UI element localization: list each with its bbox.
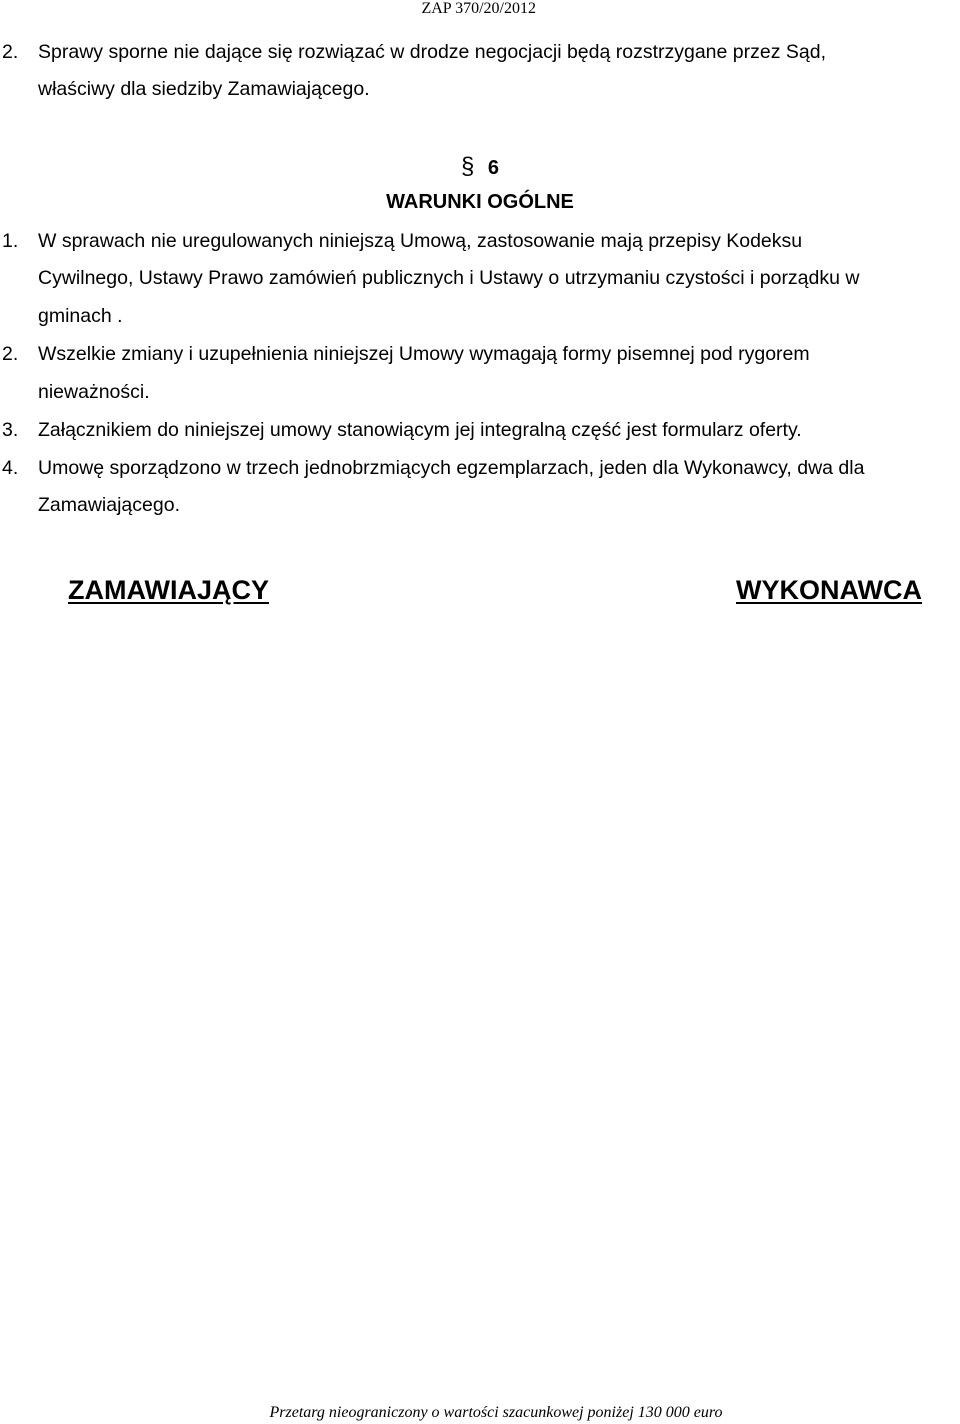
section-symbol: § <box>460 153 475 180</box>
list-item-number: 1. <box>2 230 19 252</box>
signature-zamawiajacy: ZAMAWIAJĄCY <box>68 575 269 605</box>
section-title: WARUNKI OGÓLNE <box>386 191 574 213</box>
paragraph-line: Cywilnego, Ustawy Prawo zamówień publicznych i Ustawy o utrzymaniu czystości i porządku w <box>38 267 860 289</box>
paragraph-line: Umowę sporządzono w trzech jednobrzmiących egzemplarzach, jeden dla Wykonawcy, dwa dla <box>38 457 865 479</box>
section-number <box>0 153 960 181</box>
paragraph-line: Załącznikiem do niniejszej umowy stanowiącym jej integralną część jest formularz oferty. <box>38 419 802 441</box>
paragraph-line: W sprawach nie uregulowanych niniejszą Umową, zastosowanie mają przepisy Kodeksu <box>38 230 803 252</box>
section-number-value: 6 <box>487 157 500 179</box>
list-item-number: 2. <box>2 41 19 63</box>
paragraph-line: nieważności. <box>38 381 150 403</box>
paragraph-line: Zamawiającego. <box>38 494 180 516</box>
list-item-number: 2. <box>2 343 19 365</box>
paragraph-line: Sprawy sporne nie dające się rozwiązać w drodze negocjacji będą rozstrzygane przez Sąd, <box>38 41 826 63</box>
signature-wykonawca: WYKONAWCA <box>736 575 922 605</box>
list-item-number: 3. <box>2 419 19 441</box>
document-reference: ZAP 370/20/2012 <box>421 0 536 17</box>
paragraph-line: właściwy dla siedziby Zamawiającego. <box>38 78 370 100</box>
page-footer: Przetarg nieograniczony o wartości szacunkowej poniżej 130 000 euro <box>269 1404 723 1421</box>
paragraph-line: Wszelkie zmiany i uzupełnienia niniejszej Umowy wymagają formy pisemnej pod rygorem <box>38 343 810 365</box>
list-item-number: 4. <box>2 457 19 479</box>
paragraph-line: gminach . <box>38 305 123 327</box>
